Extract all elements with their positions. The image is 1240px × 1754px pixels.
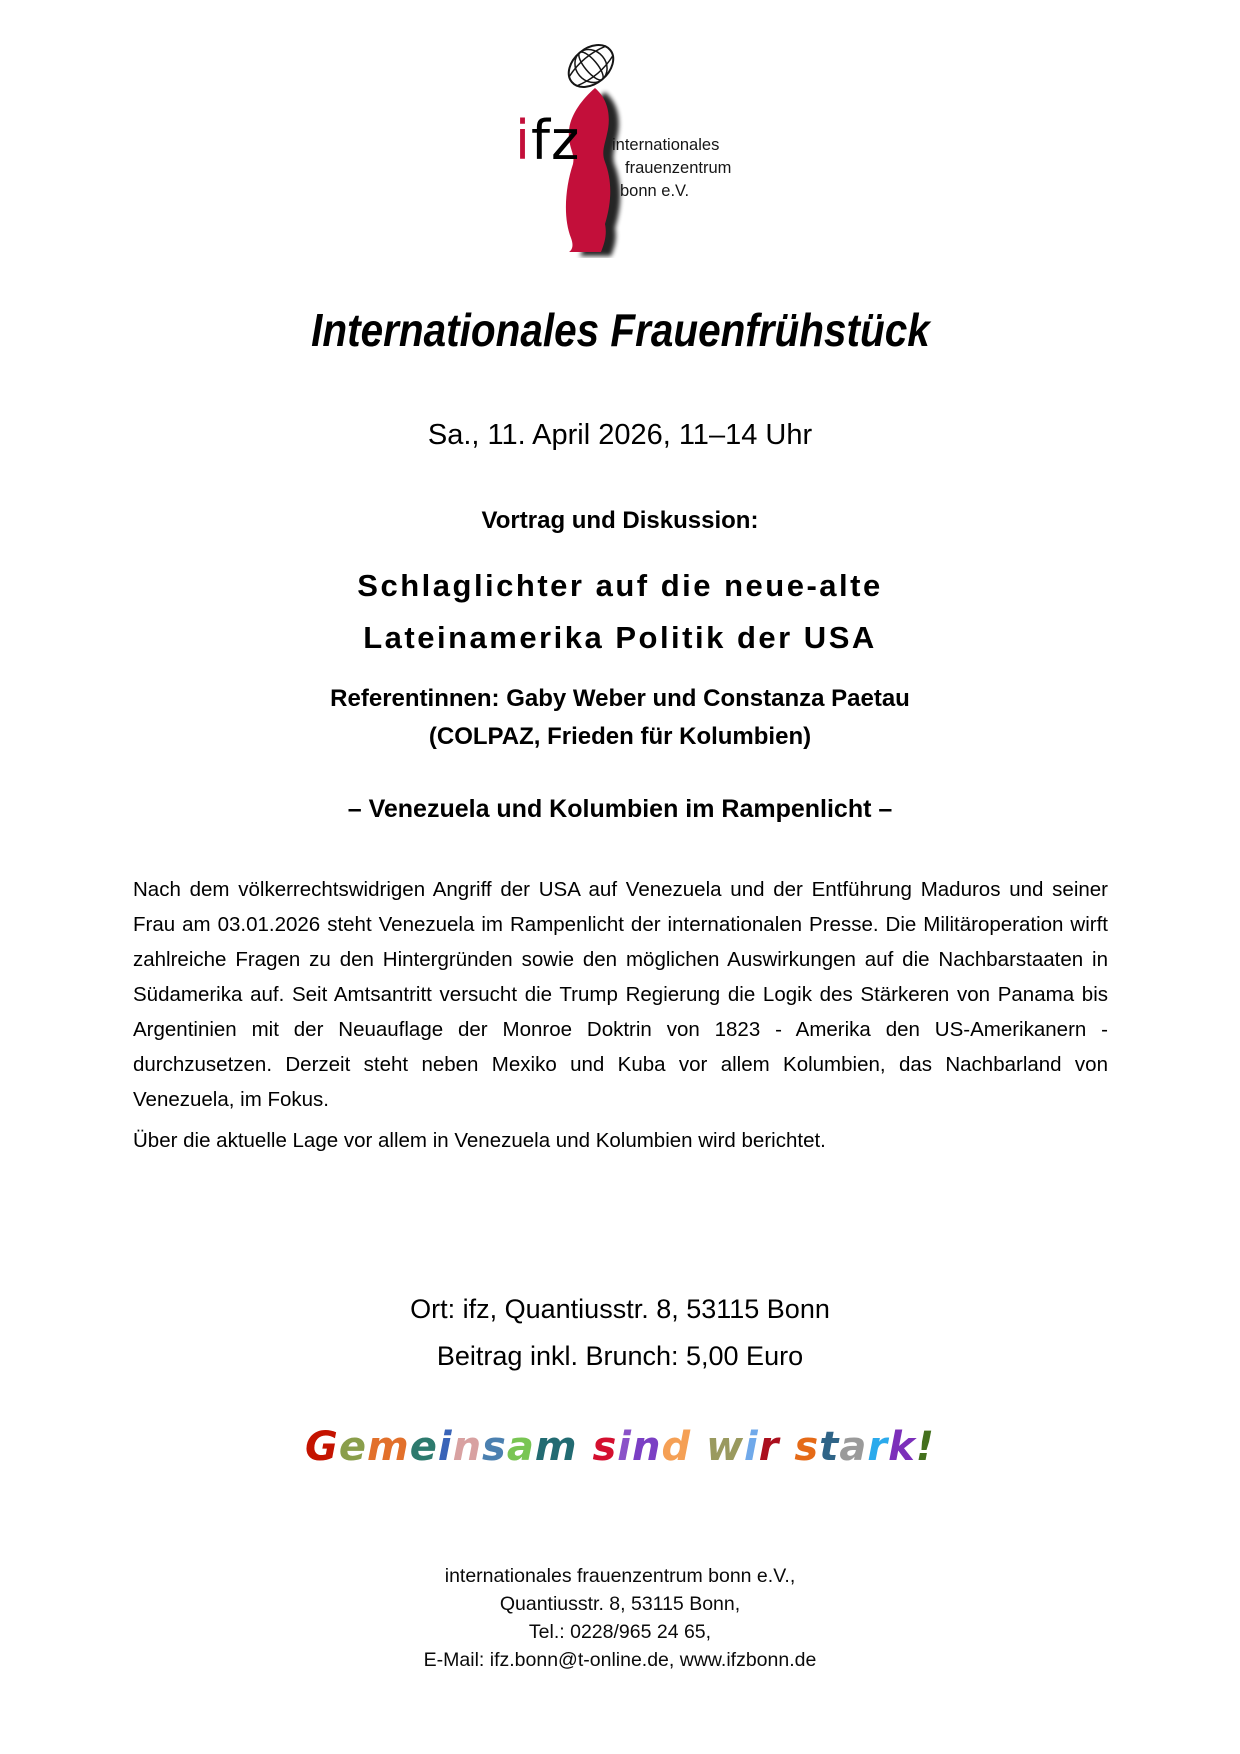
- logo-wordmark-fz: fz: [531, 109, 581, 172]
- slogan-text: Gemeinsam sind wir stark!: [305, 1424, 935, 1470]
- speakers-line2: (COLPAZ, Frieden für Kolumbien): [428, 723, 812, 750]
- footer-address: Quantiusstr. 8, 53115 Bonn,: [499, 1593, 741, 1615]
- footer-phone: Tel.: 0228/965 24 65,: [528, 1621, 712, 1643]
- logo-org-name: [612, 134, 731, 203]
- footer-org: internationales frauenzentrum bonn e.V.,: [444, 1565, 796, 1587]
- logo-wordmark-i: i: [515, 109, 532, 172]
- event-location: Ort: ifz, Quantiusstr. 8, 53115 Bonn: [410, 1294, 830, 1324]
- event-subtitle: – Venezuela und Kolumbien im Rampenlicht –: [347, 795, 893, 823]
- body-text: [133, 872, 1108, 1164]
- event-date: Sa., 11. April 2026, 11–14 Uhr: [427, 419, 813, 451]
- logo-org-line3: bonn e.V.: [620, 182, 690, 200]
- footer-email-web: E-Mail: ifz.bonn@t-online.de, www.ifzbonn.de: [423, 1649, 817, 1671]
- logo-org-line2: frauenzentrum: [625, 159, 732, 177]
- globe-icon: [561, 38, 622, 95]
- footer-contact: [0, 1562, 1240, 1674]
- speakers-line1: Referentinnen: Gaby Weber und Constanza Paetau: [330, 685, 910, 712]
- speakers: [0, 680, 1240, 756]
- body-paragraph-2: Über die aktuelle Lage vor allem in Venezuela und Kolumbien wird berichtet.: [133, 1129, 826, 1152]
- page-title: [0, 303, 1240, 357]
- page-title-text: Internationales Frauenfrühstück: [310, 304, 930, 356]
- event-details: [0, 1286, 1240, 1380]
- ifz-logo: [515, 38, 785, 258]
- logo-org-line1: internationales: [612, 136, 720, 154]
- event-fee: Beitrag inkl. Brunch: 5,00 Euro: [436, 1341, 804, 1371]
- logo-wordmark: [515, 109, 581, 172]
- talk-title-line2: Lateinamerika Politik der USA: [363, 620, 877, 655]
- talk-title-line1: Schlaglichter auf die neue-alte: [357, 568, 883, 603]
- event-kicker: Vortrag und Diskussion:: [481, 507, 759, 534]
- body-paragraph-1: Nach dem völkerrechtswidrigen Angriff der USA auf Venezuela und der Entführung Maduros und seiner Frau am 03.01.2026 steht Venezuela im Rampenlicht der internationalen Presse. Die Militäroperation wirft zahlreiche Fragen zu den Hintergründen sowie den möglichen Auswirkungen auf die Nachbarstaaten in Südamerika auf. Seit Amtsantritt versucht die Trump Regierung die Logik des Stärkeren von Panama bis Argentinien mit der Neuauflage der Monroe Doktrin von 1823 - Amerika den US-Amerikanern - durchzusetzen. Derzeit steht neben Mexiko und Kuba vor allem Kolumbien, das Nachbarland von Venezuela, im Fokus.: [133, 878, 1108, 1111]
- talk-title: [0, 560, 1240, 664]
